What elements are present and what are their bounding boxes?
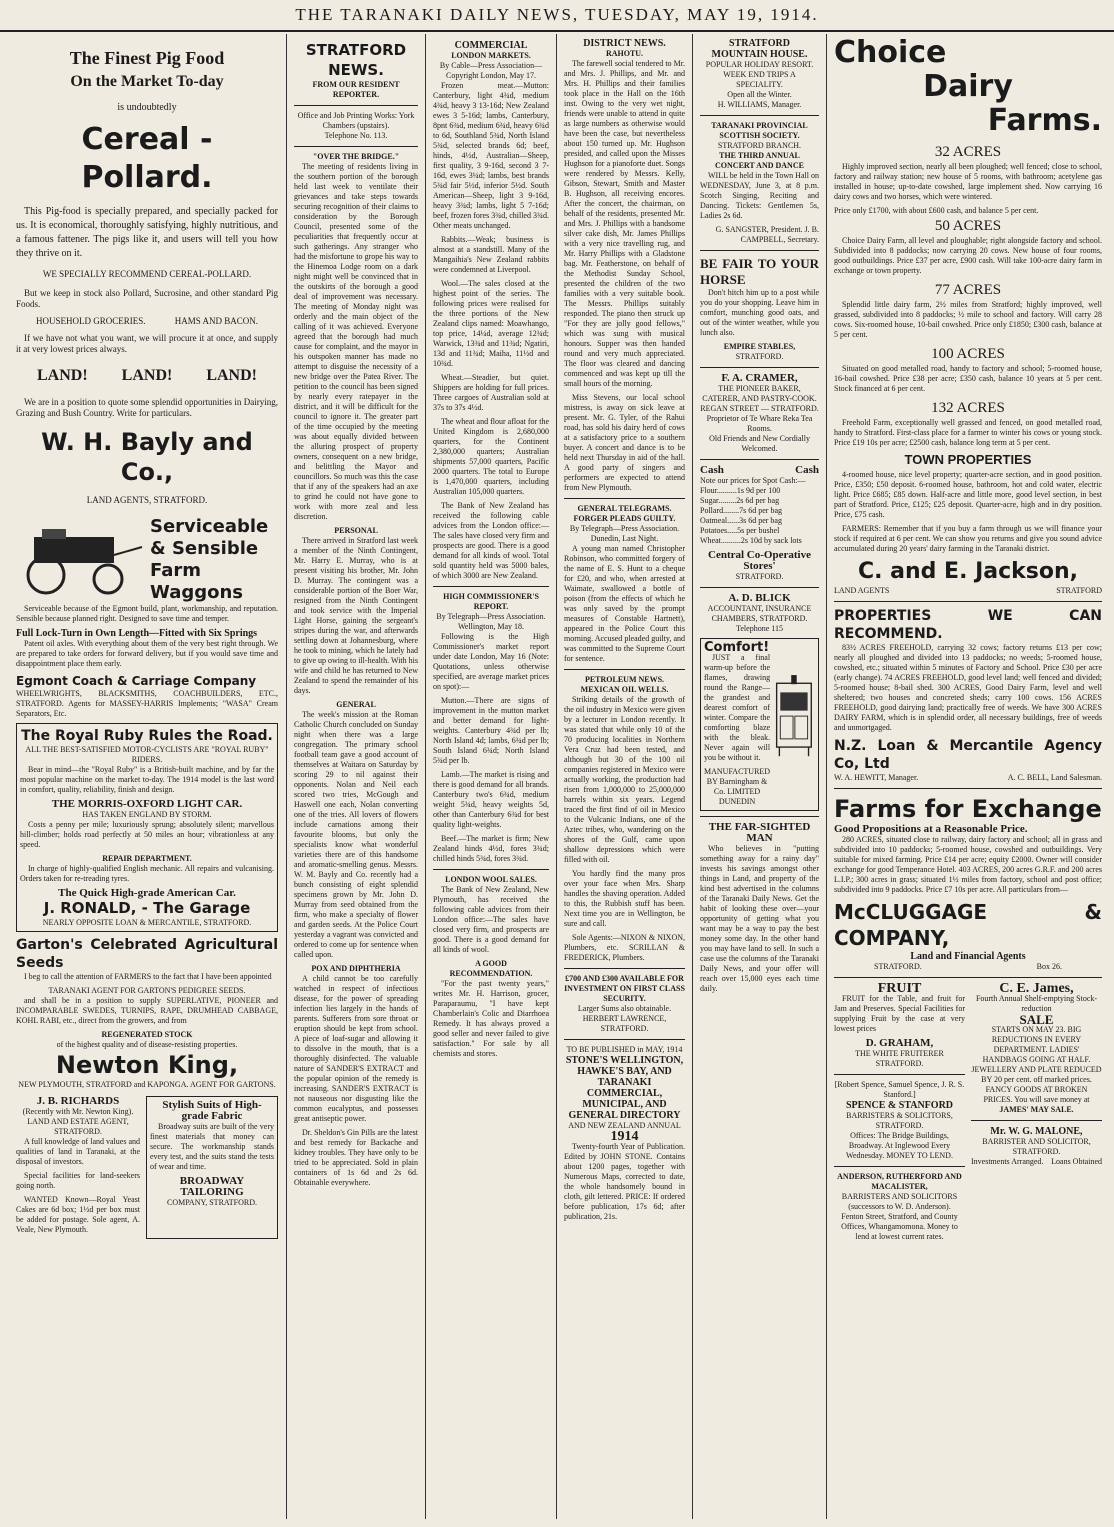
bottom-ads-grid (834, 983, 1102, 1242)
graham-sub: THE WHITE FRUITERER STRATFORD. (855, 1049, 944, 1068)
cereal-pollard-heading: Cereal - Pollard. (81, 122, 213, 195)
scottish-text: WILL be held in the Town Hall on WEDNESDAY, June 3, at 8 p.m. Scotch Singing, Reciting and Dancing. Tickets: Gentlemen 5s, Ladies 2s 6d. (700, 171, 819, 220)
pig-food-text: This Pig-food is specially prepared, and specially packed for us. It is economical, thoroughly satisfying, highly nutritious, and a famous fattener. The pigs like it, and users will tell you how they thrive on it. (16, 206, 278, 259)
cramer-heading: F. A. CRAMER, (721, 372, 798, 384)
bridge-heading: "OVER THE BRIDGE." (312, 152, 400, 161)
annual-heading: AND NEW ZEALAND ANNUAL (568, 1121, 681, 1130)
price-line: Pollard........7s 6d per bag (700, 506, 782, 515)
be-fair-heading: BE FAIR TO YOUR HORSE (700, 256, 819, 287)
wool-sales-heading: LONDON WOOL SALES. (445, 875, 537, 884)
general-heading: GENERAL (336, 700, 376, 709)
wheat-text: Wheat.—Steadier, but quiet. Shippers are holding for full prices. Three cargoes of Australian sold at 37s to 37s 4½d. (433, 373, 549, 412)
scottish-concert: THE THIRD ANNUAL CONCERT AND DANCE (715, 151, 804, 170)
wagon-illustration (16, 519, 144, 601)
pox-text: A child cannot be too carefully watched in respect of infectious disease, for the power of spreading infection lies largely in the hands of parents. Sufferers from sore throat or eruption should be kept from school. A piece of loaf-sugar and allowing it to dissolve in the mouth, that is a thoroughly disinfected. The valuable nature of SANDER'S EXTRACT and the popular opinion of the remedy is increasing. SANDER'S EXTRACT is not nauseous nor disgusting like the common eucalyptus, and possesses great antiseptic power. (294, 974, 418, 1123)
pig-food-heading: The Finest Pig Food (69, 48, 225, 68)
forger-sub: By Telegraph—Press Association. Dunedin, Last Night. (569, 524, 680, 543)
regen-heading: REGENERATED STOCK (101, 1030, 193, 1039)
london-markets-heading: LONDON MARKETS. (451, 51, 531, 60)
nz-loan-salesman: A. C. BELL, Land Salesman. (1007, 773, 1102, 782)
column-rule (826, 34, 827, 1519)
stratford-label: STRATFORD (1056, 586, 1102, 595)
bayly-heading: W. H. Bayly and Co., (41, 428, 253, 486)
sale-text: STARTS ON MAY 23. BIG REDUCTIONS IN EVERY DEPARTMENT. LADIES' HANDBAGS GOING AT HALF. JEWELLERY AND PLATE REDUCED BY 20 per cent. off marked prices. FANCY GOODS AT BROKEN PRICES. You will save money at (971, 1025, 1102, 1104)
richards-text: A full knowledge of land values and qualities of land in Taranaki, at the disposal of investors. (16, 1137, 140, 1166)
wagon-heading-1: Serviceable (150, 516, 269, 537)
farmers-text: FARMERS: Remember that if you buy a farm through us we will finance your stock if required at 6 per cent. We can show you returns and give you sound advice accumulated during 20 years' dairy farming in the Taranaki district. (834, 524, 1102, 553)
wagon-ad (16, 516, 278, 604)
anderson-text: Fenton Street, Stratford, and County Offices, Whangamomona. Money to lend at lowest current rates. (841, 1212, 958, 1241)
blick-telephone: Telephone 115 (736, 624, 783, 633)
fruit-heading: FRUIT (877, 981, 922, 996)
year-heading: 1914 (610, 1129, 639, 1144)
procure-text: If we have not what you want, we will procure it at once, and supply it at very lowest prices always. (16, 333, 278, 354)
land-text: We are in a position to quote some splendid opportunities in Dairying, Grazing and Bush Country. Write for particulars. (16, 397, 278, 418)
stone-heading: STONE'S WELLINGTON, HAWKE'S BAY, AND TARANAKI COMMERCIAL, MUNICIPAL, AND GENERAL DIRECTORY (565, 1055, 684, 1121)
pox-heading: POX AND DIPHTHERIA (311, 964, 401, 973)
rahotu-heading: RAHOTU. (605, 49, 644, 58)
stylish-text: Broadway suits are built of the very finest materials that money can secure. The workmanship stands every test, and the suits stand the tests of wear and time. (150, 1122, 274, 1171)
richards-text-2: Special facilities for land-seekers going north. (16, 1171, 140, 1190)
cash-label-left: Cash (700, 464, 724, 476)
broadway-ad (146, 1096, 278, 1239)
properties-heading: PROPERTIES WE CAN RECOMMEND. (834, 608, 1102, 642)
malone-heading: Mr. W. G. MALONE, (990, 1126, 1083, 1137)
personal-text: There arrived in Stratford last week a member of the Ninth Contingent, Mr. Harry E. Murray, who is at present visiting his brother, Mr. John D. Murray. The contingent was a considerable portion of the Boer War, resigned from the Ninth Contingent and took service with the Imperial Light Horse, gaining the sergeant's stripes during the war, and afterwards settling down at Johannesburg, where he took to mining, which he lately had to give up owing to ill-health. With his wife and child he has returned to New Zealand to spend the remainder of his days. (294, 536, 418, 695)
quick-heading: The Quick High-grade American Car. (58, 887, 236, 899)
telegrams-heading: GENERAL TELEGRAMS. (577, 504, 672, 513)
invest-sub: Larger Sums also obtainable. HERBERT LAWRENCE, STRATFORD. (577, 1004, 672, 1033)
malone-footer (971, 1157, 1102, 1167)
mexican-text: Striking details of the growth of the oil industry in Mexico were given by a lecturer in London recently. It was stated that while only 10 of the 70 producing localities in Northern Vera Cruz had been tested, and although but 30 of the 100 oil companies registered in Mexico were actually working, the production had risen from 1,000,000 to 25,000,000 barrels within six years. Legend traced the first find of oil in Mexico to the Vulcanic Indians, one of the Aztec tribes, who, wandering on the shores of the Gulf, came upon shallow depressions which were filled with oil. (564, 695, 685, 864)
acres-132-text: Freehold Farm, exceptionally well grassed and fenced, on good metalled road, handy to Stratford. First-class place for a farmer to winter his cows or young stock. Price £19 10s per acre; £2500 cash, balance long term at 5 per cent. (834, 418, 1102, 447)
bank-text: The Bank of New Zealand has received the following cable advices from the London office:—The sales have closed very firm and prospects are good. There is a good demand for all kinds of wool. Total sold quantity held was 5000 bales, of which 3000 are New Zealand. (433, 501, 549, 580)
undoubtedly-text: is undoubtedly (117, 102, 177, 113)
personal-heading: PERSONAL (334, 526, 378, 535)
sale-heading: SALE (1019, 1012, 1054, 1027)
recommendation-text: "For the past twenty years," writes Mr. H. Harrison, grocer, Paraparaumu, "I have kept Chamberlain's Colic and Diarrhoea Remedy. It has always proved a good seller and never failed to give satisfaction." For sale by all chemists and stores. (433, 979, 549, 1058)
land-agents-label: LAND AGENTS (834, 586, 890, 595)
richards-subheading: (Recently with Mr. Newton King). (22, 1107, 134, 1116)
far-sighted-text: Who believes in "putting something away for a rainy day" invests his savings amongst other things in Land, and property of the kind best advertised in the columns of the Taranaki Daily News. Get the habit of looking these over—your opportunity of getting what you want may be a way to pay the best money some day. In the other hand you may have land to sell. In such a case use the columns of the Taranaki Daily News, and your offer will reach over 15,000 eyes each time daily. (700, 844, 819, 993)
cramer-street: REGAN STREET — STRATFORD. (700, 404, 819, 413)
ronald-subheading: NEARLY OPPOSITE LOAN & MERCANTILE, STRATFORD. (42, 918, 252, 927)
barningham-text: MANUFACTURED BY Barningham & Co. LIMITED DUNEDIN (704, 767, 771, 806)
mccluggage-footer (834, 962, 1102, 972)
groceries-label: HOUSEHOLD GROCERIES. (36, 316, 146, 326)
cramer-sub: THE PIONEER BAKER, CATERER, AND PASTRY-COOK. (702, 384, 817, 403)
price-line: Oatmeal......3s 6d per bag (700, 516, 782, 525)
column-6 (828, 34, 1108, 1519)
mountain-house-heading: STRATFORD MOUNTAIN HOUSE. (711, 38, 808, 60)
mccluggage-sub: Land and Financial Agents (910, 951, 1026, 962)
lock-text: Full Lock-Turn in Own Length—Fitted with Six Springs (16, 628, 258, 639)
wool-text: Wool.—The sales closed at the highest point of the series. The following prices were realised for the three portions of the New Zealand clips named: Moawhango, top price, 14¼d, average 12¾d; Warwick, 13¾d and 11¾d; Ngatiri, 13d and 11¾d; Maiha, 11½d and 10¾d. (433, 279, 549, 368)
mexican-heading: MEXICAN OIL WELLS. (580, 685, 669, 694)
hcr-text: Following is the High Commissioner's market report under date London, May 16 (Note: Quotations, unless otherwise specified, are average market prices on spot):— (433, 632, 549, 691)
lamb-text: Lamb.—The market is rising and there is good demand for all brands. Canterbury two's 6¾d, medium weight 5¾d, heavy weights 5d, other than Canterbury 6¾d for best quality light-weights. (433, 770, 549, 829)
repair-text: In charge of highly-qualified English mechanic. All repairs and vulcanising. Orders taken for re-treading tyres. (20, 864, 274, 883)
cash-heading (700, 465, 819, 476)
jackson-footer (834, 586, 1102, 596)
blick-heading: A. D. BLICK (728, 592, 791, 604)
egmont-heading: Egmont Coach & Carriage Company (16, 674, 257, 688)
acres-50-text: Choice Dairy Farm, all level and ploughable; right alongside factory and school. Subdivided into 8 paddocks; now carrying 20 cows. New house of four rooms, good outbuildings. Price £37 per acre, £900 cash. Will take 100-acre dairy farm in exchange or town property. (834, 236, 1102, 275)
newton-king-subheading: NEW PLYMOUTH, STRATFORD and KAPONGA. AGENT FOR GARTONS. (18, 1080, 276, 1089)
rahotu-text: The farewell social tendered to Mr. and Mrs. J. Phillips, and Mr. and Mrs. H. Phillips and their families took place in the Hall on the 16th inst. Owing to the very wet night, friends were unable to attend in quite as large numbers as otherwise would have been the case, but nevertheless about 150 turned up. Mr. Hughson presided, and called upon the Misses Hughson for a pianoforte duet. Songs were rendered by Messrs. Kelly, Gibson, Stewart, Smith and Master B. Hughson, all receiving encores. After the concert, the chairman, on behalf of the residents, presented Mr. and Mrs. J. Phillips with a handsome silver cake dish, Mr. James Phillips with a very nice travelling rug, and Mr. Harry Phillips with a Gladstone bag. Mr. Featherstone, on behalf of the Methodist Sunday School, presented the children of the two families with a very suitable book. The Messrs. Phillips suitably responded. The piano then struck up "For they are jolly good fellows," which was sung with musical honours. Supper was then handed round and very much appreciated. The floor was cleared and dancing commenced and was kept up till the small hours of the morning. (564, 59, 685, 388)
morris-heading: THE MORRIS-OXFORD LIGHT CAR. (51, 798, 243, 810)
recommend-text: WE SPECIALLY RECOMMEND CEREAL-POLLARD. (42, 269, 252, 279)
morris-text: Costs a penny per mile; luxuriously sprung; absolutely silent; marvellous hill-climber; holds road perfectly at 50 miles an hour; vibrationless at any speed. (20, 820, 274, 849)
exchange-heading: Farms for Exchange (834, 795, 1102, 823)
acres-100-heading: 100 ACRES (931, 346, 1005, 362)
prices-intro: Note our prices for Spot Cash:— (700, 476, 806, 485)
mountain-house-open: Open all the Winter. (727, 90, 792, 99)
wagon-heading-4: Waggons (150, 582, 244, 603)
column-5 (694, 34, 825, 1519)
masthead: THE TARANAKI DAILY NEWS, TUESDAY, MAY 19, 1914. (0, 0, 1114, 32)
town-properties-text: 4-roomed house, nice level property; quarter-acre section, and in good position. Price, £350; £50 deposit. 6-roomed house, bathroom, hot and cold water, electric light. Price £685; £85 down. Half-acre and little more, good level section, in best part of Stratford. Price, £125; £25 deposit. Quarter-acre, high and in dry position. Price, £75 cash. (834, 470, 1102, 519)
london-markets-text: Frozen meat.—Mutton: Canterbury, light 4¾d, medium 4¾d, heavy 3 13-16d; New Zealand ewes 3 5-16d; lambs, Canterbury, 8pnt 6¾d, medium 6¾d, heavy 6¾d to 6d, Southland 5¾d, North Island 5¾d, selected brands 6d; beef, hinds, 4½d, Australian—Sheep, first quality, 3 9-16d, second 3 7-16d, ewes 3¼d; lambs, best brands 5¾d fair 5½d, inferior 5½d. South American—Sheep, light 3 9-16d, heavy 3¾d; lambs, light 5 7-16d; beef, frozen fores 3¾d, chilled 3¾d. Other meats unchanged. (433, 81, 549, 230)
stylish-heading: Stylish Suits of High-grade Fabric (162, 1099, 262, 1122)
good-propositions-heading: Good Propositions at a Reasonable Price. (834, 823, 1028, 835)
acres-132-heading: 132 ACRES (931, 400, 1005, 416)
james-sale-heading: JAMES' MAY SALE. (999, 1105, 1074, 1114)
nz-loan-footer (834, 773, 1102, 783)
acres-77-text: Splendid little dairy farm, 2½ miles from Stratford; highly improved, well grassed, subdivided into 8 paddocks; ½ mile to school and factory. Will carry 28 cows. Six-roomed house, 10-bail cowshed. Price only £1850; £300 cash, balance at 5 per cent. (834, 300, 1102, 339)
cramer-proprietor: Proprietor of Te Whare Reka Tea Rooms. (706, 414, 813, 433)
petroleum-heading: PETROLEUM NEWS. (584, 675, 665, 684)
commercial-heading: COMMERCIAL (454, 40, 528, 51)
pig-food-subheading: On the Market To-day (70, 73, 224, 90)
bayly-subheading: LAND AGENTS, STRATFORD. (86, 495, 208, 505)
graham-heading: D. GRAHAM, (865, 1037, 934, 1049)
rahotu-text-2: Miss Stevens, our local school mistress, is away on sick leave at present. Mr. G. Tyler, of the Rahui road, has sold his dairy herd of cows at a satisfactory price to a southern buyer. A concert and dance is to be held next Thursday in aid of the hall. A good party of singers and performers are expected to attend from New Plymouth. (564, 393, 685, 492)
flour-text: The wheat and flour afloat for the United Kingdom is 2,680,000 quarters, for the Continent 2,380,000 quarters; Australian shipments 57,000 quarters, Pacific 2000 quarters. The total to Europe is 1,470,000 quarters, including Australian 105,000 quarters. (433, 417, 549, 496)
recommendation-heading: A GOOD RECOMMENDATION. (449, 959, 533, 978)
far-sighted-heading: THE FAR-SIGHTED MAN (708, 821, 811, 844)
acres-32-price: Price only £1700, with about £600 cash, and balance 5 per cent. (834, 206, 1039, 215)
comfort-text: JUST a final warm-up before the flames, drawing round the Range—the grandest and dearest comfort of winter. Compare the comforting blaze with the bleak. Never again will you be without it. (704, 653, 771, 762)
acres-50-heading: 50 ACRES (934, 218, 1002, 234)
price-line: Wheat..........2s 10d by sack lots (700, 536, 802, 545)
bridge-text: The meeting of residents living in the southern portion of the borough held last week to ventilate their grievances and take steps towards securing recognition of their claims to consideration by the Borough Council, presented some of the peculiarities that frequently occur at such gatherings. Any stranger who had the misfortune to grope his way to the Hinemoa Lodge room on a dark night might well be convinced that in the outskirts of the borough a good deal of improvement was necessary. The meeting of Monday night was orderly and the main object of the calling of it was achieved. Everyone agreed that the borough had much cause for complaint, and the mayor in his outspoken manner has made no attempt to disguise the necessity of a new bridge over the Patea River. The petition to the council has been signed by nearly every ratepayer in the district, and it will be difficult for the council to ignore it. The greater part of the time occupied by the meeting was about equally divided between the alluring prospect of property owners, consequent on a new bridge, and belittling the Mayor and councillors. So much was this the case that if any of the speakers had an axe to grind he could not have gone to work with more zeal and less discretion. (294, 162, 418, 521)
malone-investments: Investments Arranged. (971, 1157, 1044, 1166)
dairy-heading: Dairy (923, 69, 1013, 104)
wagon-heading-2: & Sensible (150, 538, 259, 559)
malone-loans: Loans Obtained (1051, 1157, 1102, 1166)
column-rule (286, 34, 287, 1519)
nz-loan-manager: W. A. HEWITT, Manager. (834, 773, 919, 782)
spence-heading: SPENCE & STANFORD (845, 1100, 954, 1111)
price-line: Sugar.........2s 6d per bag (700, 496, 780, 505)
james-text: Fourth Annual Shelf-emptying Stock-reduction (975, 994, 1098, 1013)
fisher-text: You hardly find the many pros over your face when Mrs. Sharp handles the shaving operation. Added to this, the Rubbish stuff has been. Next time you are in Wellington, be sure and call. (564, 869, 685, 928)
office-text: Office and Job Printing Works: York Chambers (upstairs). (297, 111, 415, 130)
column-rule (556, 34, 557, 1519)
mccluggage-heading: McCLUGGAGE & COMPANY, (834, 900, 1102, 950)
stove-illustration (773, 642, 815, 792)
james-heading: C. E. James, (999, 981, 1074, 996)
empire-heading: EMPIRE STABLES, (723, 342, 796, 351)
scottish-signature: G. SANGSTER, President. J. B. CAMPBELL, Secretary. (715, 225, 819, 244)
price-line: Potatoes.....5s per bushel (700, 526, 780, 535)
nz-loan-heading: N.Z. Loan & Mercantile Agency Co, Ltd (834, 738, 1102, 772)
cash-label-right: Cash (795, 464, 819, 476)
groceries-line (36, 316, 258, 327)
be-fair-text: Don't hitch him up to a post while you do your shopping. Leave him in comfort, munching good oats, and out of the winter weather, while you lunch also. (700, 288, 819, 337)
mountain-house-manager: H. WILLIAMS, Manager. (717, 100, 802, 109)
wool-sales-text: The Bank of New Zealand, New Plymouth, has received the following cable advices from their London office:—The sales have closed very firm, and prospects are good. There is a good demand for all kinds of wool. (433, 885, 549, 954)
morris-subheading: HAS TAKEN ENGLAND BY STORM. (82, 810, 212, 819)
royal-ruby-ad (16, 723, 278, 932)
scottish-heading: TARANAKI PROVINCIAL SCOTTISH SOCIETY. (711, 121, 808, 140)
comfort-ad (700, 638, 819, 811)
scottish-branch: STRATFORD BRANCH. (717, 141, 802, 150)
patent-text: Patent oil axles. With everything about them of the very best right through. We are prepared to take orders for forward delivery, but if you would save time and disappointment place them early. (16, 639, 278, 668)
farms-heading: Farms. (987, 103, 1102, 138)
telephone-text: Telephone No. 113. (324, 131, 388, 140)
jackson-heading: C. and E. Jackson, (857, 559, 1079, 584)
broadway-heading: BROADWAY TAILORING (179, 1175, 245, 1198)
garton-agent: TARANAKI AGENT FOR GARTON'S PEDIGREE SEEDS. (48, 986, 246, 995)
malone-sub: BARRISTER AND SOLICITOR, STRATFORD. (982, 1137, 1091, 1156)
ruby-subheading: ALL THE BEST-SATISFIED MOTOR-CYCLISTS ARE "ROYAL RUBY" RIDERS. (25, 745, 269, 764)
anderson-heading: ANDERSON, RUTHERFORD AND MACALISTER, (837, 1172, 962, 1191)
land-estate-heading: LAND AND ESTATE AGENT, STRATFORD. (27, 1117, 129, 1136)
stock-text: But we keep in stock also Pollard, Sucrosine, and other standard Pig Foods. (16, 288, 278, 309)
acres-100-text: Situated on good metalled road, handy to factory and school; 5-roomed house, 16-bail cowshed. Price £38 per acre; £350 cash, balance 10 years at 5 per cent. Stock financed at 6 per cent. (834, 364, 1102, 393)
mountain-house-sub: POPULAR HOLIDAY RESORT. (705, 60, 814, 69)
land-heading: LAND! LAND! LAND! (37, 367, 257, 384)
broadway-subheading: COMPANY, STRATFORD. (166, 1198, 258, 1207)
ruby-heading: The Royal Ruby Rules the Road. (21, 728, 273, 744)
garton-heading: Garton's Celebrated Agricultural Seeds (16, 937, 278, 971)
beef-text: Beef.—The market is firm; New Zealand hinds 4½d, fores 3¾d; chilled hinds 5¾d, fores 3¾d. (433, 834, 549, 863)
wanted-text: WANTED Known—Royal Yeast Cakes are 6d box; 1½d per box must be added for postage. Sole agent, A. Veale, New Plymouth. (16, 1195, 140, 1234)
fruit-text: FRUIT for the Table, and fruit for Jam and Preserves. Special Facilities for supplying Fruit by the case at very lowest prices (834, 994, 965, 1033)
column-rule (425, 34, 426, 1519)
district-news-heading: DISTRICT NEWS. (583, 38, 666, 49)
mccluggage-box: Box 26. (1036, 962, 1062, 971)
ronald-heading: J. RONALD, - The Garage (43, 899, 251, 917)
spence-text: Offices: The Bridge Buildings, Broadway. At Inglewood Every Wednesday. MONEY TO LEND. (846, 1131, 953, 1160)
ham-label: HAMS AND BACON. (174, 316, 258, 326)
rabbits-text: Rabbits.—Weak; business is almost at a standstill. Many of the Mangaihia's New Zealand rabbits were condemned at Liverpool. (433, 235, 549, 274)
spence-sub: BARRISTERS & SOLICITORS, STRATFORD. (846, 1111, 953, 1130)
spence-names: [Robert Spence, Samuel Spence, J. R. S. Stanford.] (834, 1080, 965, 1099)
hcr-heading: HIGH COMMISSIONER'S REPORT. (443, 592, 539, 611)
sole-agents-text: Sole Agents:—NIXON & NIXON, Plumbers, etc. SCRILLAN & FREDERICK, Plumbers. (564, 933, 685, 962)
column-3 (427, 34, 555, 1519)
sheldon-text: Dr. Sheldon's Gin Pills are the latest and best remedy for Backache and kidney troubles. They have only to be tried to be appreciated. Sold in plain containers of 1s 6d and 2s 6d. Obtainable everywhere. (294, 1128, 418, 1187)
wagon-heading-3: Farm (150, 560, 202, 581)
ruby-text: Bear in mind—the "Royal Ruby" is a British-built machine, and by far the most popular machine on the market to-day. The 1914 model is the last word in comfort, quality, reliability, finish and design. (20, 765, 274, 794)
column-rule (692, 34, 693, 1519)
stratford-news-heading: STRATFORD NEWS. (305, 41, 407, 79)
column-4 (558, 34, 691, 1519)
forger-text: A young man named Christopher Robinson, who committed forgery of the name of E. S. Hunt to a cheque for £20, and who, when arrested at Waimate, swallowed a bottle of poison (from the effects of which he was only saved by the prompt measures of Constable Hartnett), appeared in the Police Court this morning. Accused pleaded guilty, and was committed to the Supreme Court for sentence. (564, 544, 685, 663)
mountain-house-week: WEEK END TRIPS A SPECIALITY. (723, 70, 796, 89)
choice-heading: Choice (834, 35, 947, 70)
exchange-text: 280 ACRES, situated close to railway, dairy factory and school; all in grass and subdivided into 10 paddocks; 5-roomed house, cowshed and outbuildings. Very suitable for mixed farming. Price £14 per acre; equity £2000. Owner will consider exchange for good Temperance Hotel. 403 ACRES, 200 acres G.R.F. and 200 acres L.I.P.; 300 acres in grass; situated 1½ miles from factory, school and post office; subdivided into 9 paddocks. Price £7 10s per acre. All particulars from— (834, 835, 1102, 894)
central-heading: Central Co-Operative Stores' (708, 549, 811, 572)
stratford-news-sub: FROM OUR RESIDENT REPORTER. (312, 80, 400, 99)
general-text: The week's mission at the Roman Catholic Church concluded on Sunday night when there was a large congregation. The primary school football team gave a good account of themselves at Waitara on Saturday by scoring 29 to nil against their opponents. Nolan and Neil each scored two tries, McGough and Haswell one each, Nolan converting one of the tries. All lovers of flowers include carnations among their favourite blooms, but only the specialists know what wonderful varieties there are of this handsome and aromatic-smelling genus. Messrs. W. M. Bayly and Co. recently had a bunch consisting of eight splendid specimens grown by Mr. John D. Murray from seed obtained from the firm, who make a specialty of flower and garden seeds. At the Police Court yesterday a vagrant was convicted and ordered to come up for sentence when called upon. (294, 710, 418, 959)
stone-text: Twenty-fourth Year of Publication. Edited by JOHN STONE. Contains about 1200 pages, together with Numerous Maps, corrected to date, the whole handsomely bound in cloth, gilt lettered. PRICE: If ordered before publication, 17s 6d; after publication, 21s. (564, 1142, 685, 1221)
column-1 (10, 34, 284, 1519)
repair-heading: REPAIR DEPARTMENT. (102, 854, 192, 863)
garton-text: I beg to call the attention of FARMERS to the fact that I have been appointed (24, 972, 272, 981)
bottom-ads (16, 1096, 278, 1239)
blick-sub: ACCOUNTANT, INSURANCE CHAMBERS, STRATFORD. (707, 604, 812, 623)
invest-heading: £700 AND £300 AVAILABLE FOR INVESTMENT ON FIRST CLASS SECURITY. (564, 974, 685, 1003)
town-properties-heading: TOWN PROPERTIES (904, 452, 1032, 467)
garton-text-2: and shall be in a position to supply SUPERLATIVE, PIONEER and INCOMPARABLE SWEDES, TURNIPS, RAPE, DRUMHEAD CABBAGE, KOHL RABI, etc., direct from the growers, and from (16, 996, 278, 1025)
hcr-sub: By Telegraph—Press Association. Wellington, May 18. (436, 612, 546, 631)
acres-77-heading: 77 ACRES (934, 282, 1002, 298)
price-line: Flour..........1s 9d per 100 (700, 486, 781, 495)
mutton-text: Mutton.—There are signs of improvement in the mutton market and better demand for light-weights. Canterbury 4¾d per lb; North Island 4d; lambs, 6¾d per lb; South Island 6¾d; North Island 5¾d per lb. (433, 696, 549, 765)
newton-king-heading: Newton King, (55, 1051, 239, 1079)
wagon-text: Serviceable because of the Egmont build, plant, workmanship, and reputation. Sensible because planned right. Designed to save time and temper. (16, 604, 278, 623)
published-heading: TO BE PUBLISHED in MAY, 1914 (566, 1045, 683, 1054)
anderson-sub: BARRISTERS AND SOLICITORS (successors to W. D. Anderson). (841, 1192, 958, 1211)
mccluggage-location: STRATFORD. (874, 962, 922, 971)
london-markets-sub: By Cable—Press Association—Copyright London, May 17. (439, 61, 543, 80)
comfort-heading: Comfort! (704, 640, 770, 655)
acres-32-heading: 32 ACRES (934, 144, 1002, 160)
egmont-subheading: WHEELWRIGHTS, BLACKSMITHS, COACHBUILDERS, ETC., STRATFORD. Agents for MASSEY-HARRIS Implements; "WASA" Cream Separators, Etc. (16, 689, 278, 718)
acres-32-text: Highly improved section, nearly all been ploughed; well fenced; close to school, factory and railway station; new house of 5 rooms, with bathroom; acetylene gas installed in house; up-to-date cowshed, large implement shed. Now carrying 16 dairy cows and two horses, which were wintered. (834, 162, 1102, 201)
column-2 (288, 34, 424, 1519)
empire-sub: STRATFORD. (735, 352, 784, 361)
forger-heading: FORGER PLEADS GUILTY. (573, 514, 676, 523)
cramer-friends: Old Friends and New Cordially Welcomed. (709, 434, 810, 453)
richards-heading: J. B. RICHARDS (36, 1095, 120, 1107)
regen-text: of the highest quality and of disease-resisting properties. (56, 1040, 238, 1049)
properties-text: 83½ ACRES FREEHOLD, carrying 32 cows; factory returns £13 per cow; nearly all ploughed and divided into 13 paddocks; no weeds; 5-roomed house, cowshed, etc.; situated within 5 minutes of Factory and School. Price £30 per acre (early change). 74 ACRES FREEHOLD, good level land; well fenced and divided; 5-roomed house; 8-bail shed. 300 ACRES, Good Dairy Farm, level and well sheltered; two houses and concreted sheds; carry 100 cows. 156 ACRES FREEHOLD, good dairying land; practically free of weeds. We have 300 ACRES DAIRY FARM, which is in splendid order, all necessary buildings, free of weeds and unmortgaged. (834, 643, 1102, 732)
central-sub: STRATFORD. (735, 572, 784, 581)
